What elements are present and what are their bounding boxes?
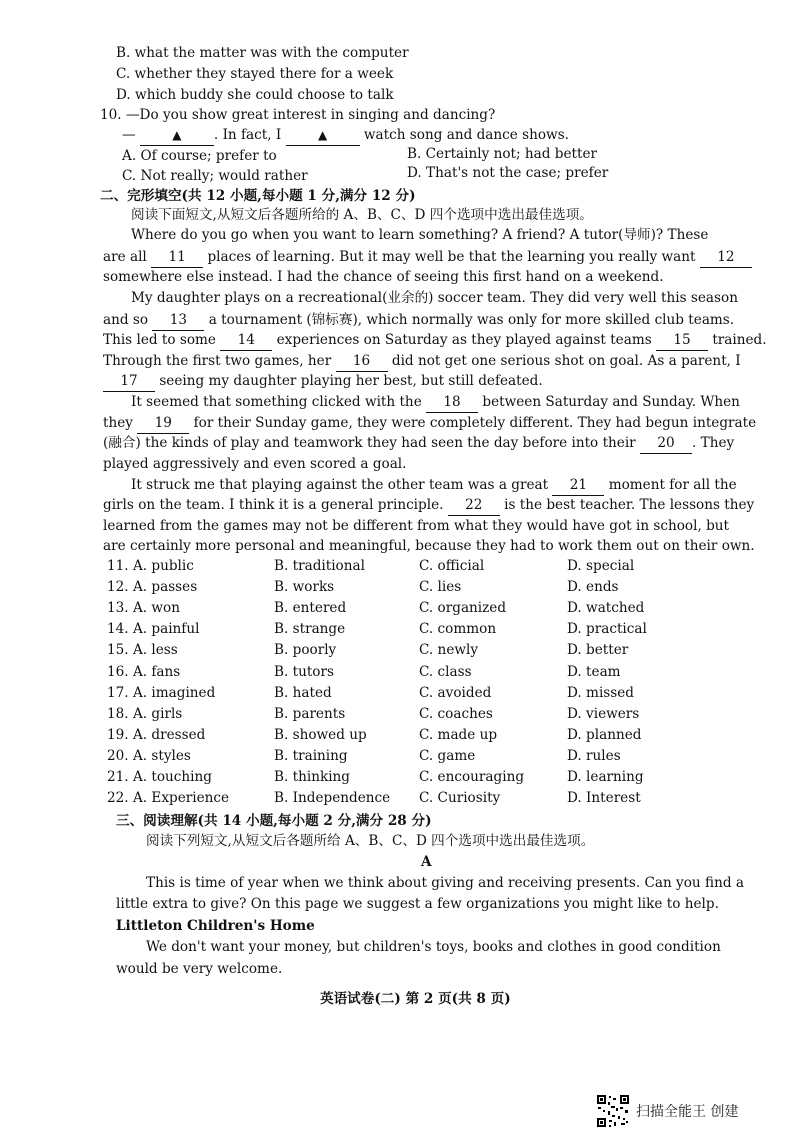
q10-blank-2-mark: ▲: [317, 128, 328, 142]
cloze-blank-22: 22: [448, 496, 500, 516]
cloze-option-row: [107, 790, 727, 811]
q10-blank-1: [140, 126, 214, 146]
cloze-option: B. poorly: [274, 642, 337, 659]
cloze-option: B. parents: [274, 705, 346, 722]
cloze-option: D. Interest: [567, 790, 641, 807]
cloze-option: B. traditional: [274, 558, 365, 574]
q10-answer-line: [122, 126, 569, 146]
cloze-option: 11. A. public: [107, 558, 194, 574]
reading-line: This is time of year when we think about giving and receiving presents. Can you find a: [146, 875, 744, 891]
cloze-option: 22. A. Experience: [107, 790, 230, 807]
passage-text: girls on the team. I think it is a general principle.: [103, 497, 444, 513]
passage-text: (融合) the kinds of play and teamwork they had seen the day before into their: [103, 435, 636, 451]
cloze-blank-11: 11: [151, 248, 203, 268]
q10-mid-text: . In fact, I: [213, 127, 282, 143]
cloze-blank-20: 20: [640, 434, 692, 454]
cloze-option: D. better: [567, 642, 629, 659]
cloze-blank-14: 14: [220, 331, 272, 351]
passage-line: [103, 372, 543, 392]
cloze-option: D. planned: [567, 726, 642, 743]
cloze-option: C. class: [419, 663, 472, 680]
reading-line: We don't want your money, but children's toys, books and clothes in good condition: [146, 939, 721, 955]
cloze-blank-17: 17: [103, 372, 155, 392]
cloze-option-row: [107, 579, 727, 600]
passage-text: seeing my daughter playing her best, but still defeated.: [159, 373, 543, 389]
passage-line: [103, 352, 741, 372]
passage-text: moment for all the: [608, 477, 737, 493]
cloze-blank-15: 15: [656, 331, 708, 351]
q9-option-d: D. which buddy she could choose to talk: [116, 87, 394, 103]
cloze-option: B. training: [274, 747, 348, 764]
page-footer: 英语试卷(二) 第 2 页(共 8 页): [320, 991, 511, 1007]
passage-text: for their Sunday game, they were completely different. They had begun integrate: [193, 415, 757, 431]
org-title: Littleton Children's Home: [116, 918, 315, 934]
cloze-option: D. rules: [567, 747, 621, 764]
cloze-option: D. team: [567, 663, 621, 680]
passage-text: It seemed that something clicked with the: [131, 394, 422, 410]
passage-line: somewhere else instead. I had the chance of seeing this first hand on a weekend.: [103, 269, 664, 285]
cloze-option: B. works: [274, 579, 335, 596]
cloze-option: D. viewers: [567, 705, 640, 722]
section3-heading: 三、阅读理解(共 14 小题,每小题 2 分,满分 28 分): [116, 813, 432, 829]
passage-line: My daughter plays on a recreational(业余的) soccer team. They did very well this season: [131, 290, 738, 306]
cloze-option: B. Independence: [274, 790, 391, 807]
cloze-option: C. coaches: [419, 705, 493, 722]
cloze-option: D. practical: [567, 621, 647, 638]
passage-line: [131, 393, 740, 413]
passage-text: trained.: [712, 332, 767, 348]
q10-option-b: B. Certainly not; had better: [407, 146, 597, 162]
cloze-option: C. encouraging: [419, 769, 525, 785]
cloze-option-row: [107, 685, 727, 706]
reading-line: would be very welcome.: [116, 961, 283, 977]
cloze-option-row: [107, 558, 727, 579]
cloze-option: C. made up: [419, 726, 498, 743]
reading-line: little extra to give? On this page we suggest a few organizations you might like to help.: [116, 896, 719, 912]
q10-end-text: watch song and dance shows.: [363, 127, 569, 143]
cloze-option: 12. A. passes: [107, 579, 198, 596]
q10-option-a: A. Of course; prefer to: [122, 148, 277, 164]
passage-text: are all: [103, 249, 147, 265]
cloze-option: C. official: [419, 558, 485, 574]
passage-text: a tournament (锦标赛), which normally was only for more skilled club teams.: [208, 312, 735, 328]
cloze-option: 21. A. touching: [107, 769, 212, 785]
cloze-option: B. hated: [274, 684, 332, 701]
passage-line: [103, 331, 767, 351]
passage-text: It struck me that playing against the other team was a great: [131, 477, 549, 493]
cloze-option: B. entered: [274, 600, 347, 617]
passage-line: [103, 496, 754, 516]
cloze-option: C. lies: [419, 579, 462, 596]
q10-question-text: —Do you show great interest in singing and dancing?: [125, 107, 496, 123]
cloze-blank-19: 19: [137, 414, 189, 434]
q10-option-c: C. Not really; would rather: [122, 168, 308, 184]
passage-line: [103, 248, 752, 268]
cloze-option: 20. A. styles: [107, 747, 191, 764]
section2-heading: 二、完形填空(共 12 小题,每小题 1 分,满分 12 分): [100, 188, 416, 204]
passage-line: [103, 311, 734, 331]
cloze-blank-16: 16: [336, 352, 388, 372]
q10-blank-1-mark: ▲: [172, 128, 182, 142]
cloze-option: B. strange: [274, 621, 346, 638]
passage-text: experiences on Saturday as they played against teams: [276, 332, 652, 348]
cloze-option: B. showed up: [274, 726, 367, 743]
cloze-option: 15. A. less: [107, 642, 178, 659]
section3-instruction: 阅读下列短文,从短文后各题所给 A、B、C、D 四个选项中选出最佳选项。: [146, 833, 595, 849]
cloze-option-row: [107, 642, 727, 663]
scanner-watermark: [596, 1094, 738, 1128]
cloze-option: 13. A. won: [107, 600, 180, 617]
cloze-option: 17. A. imagined: [107, 684, 216, 701]
cloze-blank-18: 18: [426, 393, 478, 413]
cloze-option-row: [107, 664, 727, 685]
cloze-option: D. special: [567, 558, 635, 574]
cloze-option: B. tutors: [274, 663, 334, 680]
cloze-option-row: [107, 769, 727, 790]
passage-line: [131, 476, 737, 496]
q10-number: 10.: [100, 107, 122, 123]
passage-text: did not get one serious shot on goal. As a parent, I: [391, 353, 741, 369]
cloze-option: B. thinking: [274, 769, 350, 785]
cloze-option: D. learning: [567, 769, 644, 785]
cloze-blank-12: 12: [700, 248, 752, 268]
qr-code-icon: [596, 1094, 630, 1128]
passage-text: Through the first two games, her: [103, 353, 332, 369]
passage-text: This led to some: [103, 332, 216, 348]
q9-option-b: B. what the matter was with the computer: [116, 45, 409, 61]
cloze-blank-13: 13: [152, 311, 204, 331]
scanner-mark-text: 扫描全能王 创建: [636, 1104, 739, 1120]
cloze-option-row: [107, 748, 727, 769]
cloze-option: 14. A. painful: [107, 621, 200, 638]
cloze-option: D. watched: [567, 600, 645, 617]
cloze-option: D. missed: [567, 684, 634, 701]
cloze-option: C. newly: [419, 642, 479, 659]
cloze-option: 18. A. girls: [107, 705, 183, 722]
cloze-option-row: [107, 621, 727, 642]
cloze-option: C. common: [419, 621, 497, 638]
cloze-option: C. Curiosity: [419, 790, 501, 807]
q10-option-d: D. That's not the case; prefer: [407, 165, 609, 181]
passage-line: [103, 414, 756, 434]
q9-option-c: C. whether they stayed there for a week: [116, 66, 394, 82]
passage-text: . They: [692, 435, 735, 451]
cloze-blank-21: 21: [552, 476, 604, 496]
cloze-option: C. game: [419, 747, 476, 764]
cloze-option-row: [107, 706, 727, 727]
cloze-option: 16. A. fans: [107, 663, 181, 680]
cloze-option: 19. A. dressed: [107, 726, 206, 743]
cloze-option: C. organized: [419, 600, 507, 617]
q10-question: [100, 106, 495, 125]
cloze-option-row: [107, 600, 727, 621]
passage-line: Where do you go when you want to learn something? A friend? A tutor(导师)? These: [131, 227, 709, 243]
passage-text: places of learning. But it may well be that the learning you really want: [207, 249, 696, 265]
cloze-option: D. ends: [567, 579, 619, 596]
q10-blank-2: [286, 126, 360, 146]
passage-text: they: [103, 415, 133, 431]
passage-label: A: [421, 854, 432, 870]
section2-instruction: 阅读下面短文,从短文后各题所给的 A、B、C、D 四个选项中选出最佳选项。: [131, 207, 593, 223]
passage-line: are certainly more personal and meaningful, because they had to work them out on their own.: [103, 538, 755, 554]
passage-line: played aggressively and even scored a goal.: [103, 456, 407, 472]
passage-line: [103, 434, 734, 454]
cloze-option: C. avoided: [419, 684, 492, 701]
cloze-option-row: [107, 727, 727, 748]
q10-dash: —: [122, 127, 136, 143]
passage-text: is the best teacher. The lessons they: [504, 497, 755, 513]
passage-line: learned from the games may not be different from what they would have got in school, but: [103, 518, 730, 534]
passage-text: between Saturday and Sunday. When: [482, 394, 740, 410]
passage-text: and so: [103, 312, 149, 328]
